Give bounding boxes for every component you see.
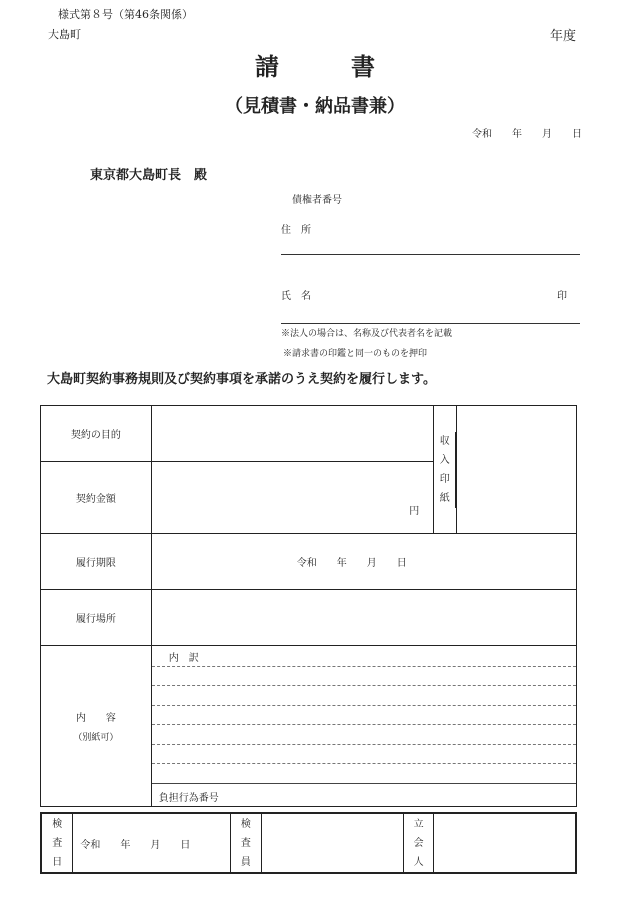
witness-label — [404, 813, 434, 873]
inspection-date[interactable]: 令和 年 月 日 — [73, 813, 230, 873]
label-char: 員 — [240, 856, 251, 868]
label-char: 検 — [52, 818, 63, 830]
stamp-char: 入 — [439, 454, 450, 466]
form-number: 様式第８号（第46条関係） — [58, 8, 193, 21]
contract-table — [40, 405, 577, 807]
label-char: 人 — [413, 856, 424, 868]
inspection-day-label — [41, 813, 73, 873]
creditor-number-label: 債権者番号 — [292, 195, 342, 206]
deadline-label: 履行期限 — [41, 534, 152, 590]
place-value[interactable] — [151, 590, 576, 646]
label-char: 立 — [413, 818, 424, 830]
name-line — [281, 323, 580, 324]
stamp-char: 紙 — [439, 492, 450, 504]
label-char: 日 — [52, 856, 63, 868]
seal-mark: 印 — [557, 291, 567, 302]
label-char: 査 — [240, 837, 251, 849]
amount-value[interactable] — [151, 462, 433, 534]
yen-unit: 円 — [409, 506, 420, 517]
label-char: 会 — [413, 837, 424, 849]
revenue-stamp-area[interactable] — [457, 406, 577, 534]
note-seal: ※請求書の印鑑と同一のものを押印 — [283, 349, 428, 359]
statement: 大島町契約事務規則及び契約事項を承諾のうえ契約を履行します。 — [47, 372, 436, 387]
purpose-label: 契約の目的 — [41, 406, 152, 462]
content-note: （別紙可） — [73, 733, 119, 743]
inspector-label — [230, 813, 261, 873]
document-title: 請 書 — [255, 52, 375, 81]
note-corporation: ※法人の場合は、名称及び代表者名を記載 — [281, 329, 453, 339]
issue-date: 令和 年 月 日 — [472, 129, 582, 140]
breakdown-line — [152, 724, 576, 725]
burden-number-label: 負担行為番号 — [158, 793, 219, 804]
stamp-char: 収 — [439, 435, 450, 447]
content-title: 内 容 — [75, 713, 116, 724]
witness-value[interactable] — [434, 813, 576, 873]
label-char: 査 — [52, 837, 63, 849]
breakdown-line — [152, 783, 576, 784]
content-area[interactable] — [151, 646, 576, 807]
breakdown-line — [152, 744, 576, 745]
inspection-table — [40, 812, 577, 874]
inspector-value[interactable] — [261, 813, 403, 873]
breakdown-line — [152, 685, 576, 686]
breakdown-label: 内 訳 — [168, 653, 199, 664]
label-char: 検 — [240, 818, 251, 830]
document-subtitle: （見積書・納品書兼） — [225, 96, 405, 117]
purpose-value[interactable] — [151, 406, 433, 462]
revenue-stamp-label — [434, 406, 457, 534]
breakdown-line — [152, 705, 576, 706]
fiscal-year: 年度 — [550, 29, 577, 44]
place-label: 履行場所 — [41, 590, 152, 646]
stamp-char: 印 — [439, 473, 450, 485]
deadline-value[interactable]: 令和 年 月 日 — [151, 534, 576, 590]
content-label — [41, 646, 152, 807]
town-name: 大島町 — [48, 28, 81, 41]
address-line — [281, 254, 580, 255]
address-label: 住 所 — [281, 225, 311, 236]
name-label: 氏 名 — [281, 291, 311, 302]
amount-label: 契約金額 — [41, 462, 152, 534]
breakdown-line — [152, 666, 576, 667]
breakdown-line — [152, 763, 576, 764]
addressee: 東京都大島町長 殿 — [90, 168, 208, 183]
